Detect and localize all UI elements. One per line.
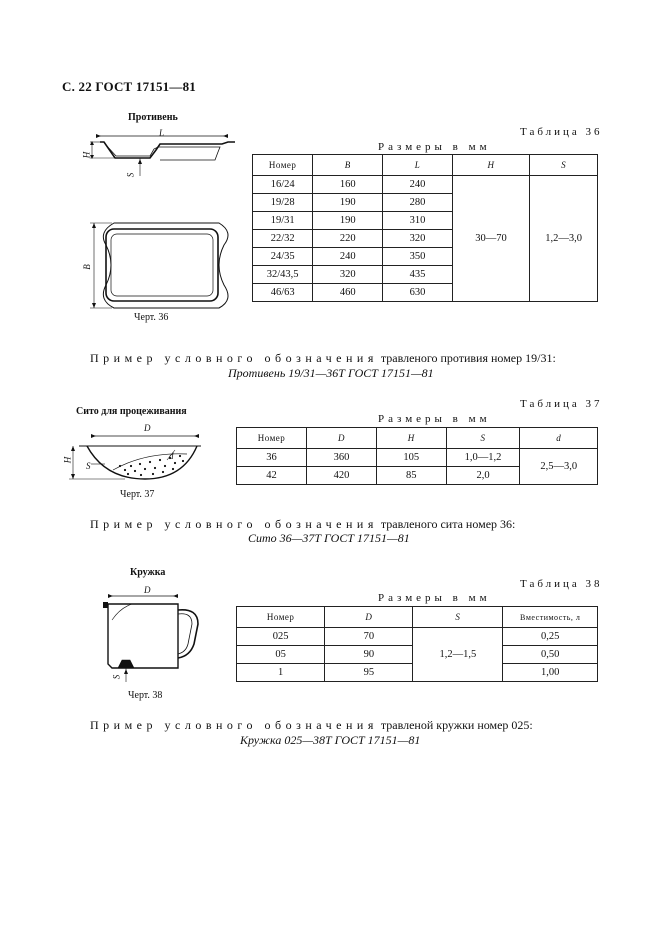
cell: 280 [383,194,453,212]
figure-title-36: Противень [128,112,178,123]
drawing-sieve [65,424,205,494]
cell-merged-S: 1,2—3,0 [530,176,598,302]
table-row [253,176,598,194]
cell: 32/43,5 [253,266,313,284]
cell: 1,0—1,2 [446,449,520,467]
example-rest: травленого противия номер 19/31: [380,351,556,365]
cell: 36 [237,449,307,467]
cell: 240 [383,176,453,194]
col-header: H [452,155,529,176]
drawing-caption-36: Черт. 36 [134,312,169,323]
cell: 105 [376,449,446,467]
cell: 2,0 [446,467,520,485]
cell: 05 [237,646,325,664]
dim-label-S: S [86,461,91,471]
cell: 16/24 [253,176,313,194]
table-caption-38: Таблица 38 [520,578,603,590]
cell: 19/31 [253,212,313,230]
cell: 460 [313,284,383,302]
col-header: S [413,607,503,628]
col-header: Номер [237,428,307,449]
dim-label-S: S [111,674,122,680]
cell: 1 [237,664,325,682]
page-header: С. 22 ГОСТ 17151—81 [62,79,196,94]
col-header: D [307,428,377,449]
col-header: S [530,155,598,176]
dim-label-B: B [81,264,92,270]
figure-title-38: Кружка [130,567,166,578]
cell: 22/32 [253,230,313,248]
dim-label-S: S [125,172,136,178]
cell: 350 [383,248,453,266]
cell: 310 [383,212,453,230]
drawing-caption-38: Черт. 38 [128,690,163,701]
example-line-38 [90,718,533,733]
table-38 [236,606,598,682]
table-37 [236,427,598,485]
example-line-36 [90,351,556,366]
drawing-tray-top [81,220,234,312]
example-rest: травленого сита номер 36: [380,517,516,531]
cell: 0,50 [503,646,598,664]
example-prefix: Пример условного обозначения [90,718,378,732]
col-header: H [376,428,446,449]
sizes-caption-36: Размеры в мм [378,141,491,153]
cell-merged-d: 2,5—3,0 [520,449,598,485]
example-code-38: Кружка 025—38Т ГОСТ 17151—81 [240,733,421,747]
cell: 420 [307,467,377,485]
col-header: d [520,428,598,449]
dim-label-H: H [81,151,92,159]
cell: 85 [376,467,446,485]
sizes-caption-37: Размеры в мм [378,413,491,425]
example-code-36: Противень 19/31—36Т ГОСТ 17151—81 [228,366,434,380]
table-36 [252,154,598,302]
cell: 240 [313,248,383,266]
dim-label-H: H [62,456,73,464]
cell: 70 [325,628,413,646]
cell: 19/28 [253,194,313,212]
example-line-37 [90,517,515,532]
cell: 46/63 [253,284,313,302]
cell: 90 [325,646,413,664]
cell-merged-S: 1,2—1,5 [413,628,503,682]
col-header: Вместимость, л [503,607,598,628]
example-prefix: Пример условного обозначения [90,517,378,531]
cell-merged-H: 30—70 [452,176,529,302]
table-row [237,449,598,467]
dim-label-D: D [144,423,151,433]
cell: 320 [383,230,453,248]
example-code-37: Сито 36—37Т ГОСТ 17151—81 [248,531,410,545]
cell: 630 [383,284,453,302]
cell: 1,00 [503,664,598,682]
figure-title-37: Сито для процеживания [76,406,187,417]
dim-label-d: d [169,451,174,461]
cell: 360 [307,449,377,467]
table-caption-37: Таблица 37 [520,398,603,410]
col-header: L [383,155,453,176]
example-prefix: Пример условного обозначения [90,351,378,365]
col-header: B [313,155,383,176]
drawing-mug [98,584,208,684]
cell: 435 [383,266,453,284]
cell: 24/35 [253,248,313,266]
dim-label-L: L [159,128,165,138]
cell: 190 [313,194,383,212]
col-header: D [325,607,413,628]
cell: 0,25 [503,628,598,646]
table-caption-36: Таблица 36 [520,126,603,138]
drawing-caption-37: Черт. 37 [120,489,155,500]
cell: 42 [237,467,307,485]
col-header: Номер [253,155,313,176]
cell: 025 [237,628,325,646]
col-header: Номер [237,607,325,628]
cell: 320 [313,266,383,284]
cell: 95 [325,664,413,682]
col-header: S [446,428,520,449]
cell: 190 [313,212,383,230]
example-rest: травленой кружки номер 025: [380,718,533,732]
cell: 220 [313,230,383,248]
sizes-caption-38: Размеры в мм [378,592,491,604]
cell: 160 [313,176,383,194]
dim-label-D: D [144,585,151,595]
table-row [237,628,598,646]
